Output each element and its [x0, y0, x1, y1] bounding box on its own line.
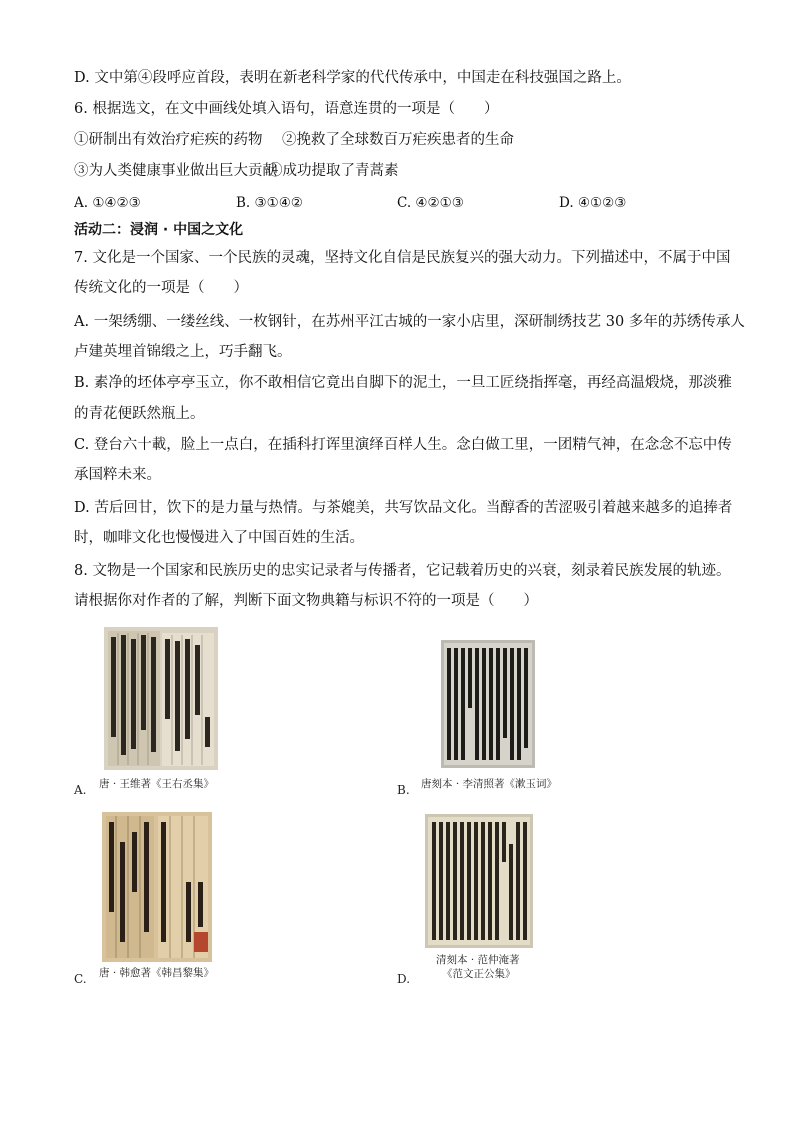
q6-item-3: ③为人类健康事业做出巨大贡献 [74, 163, 277, 179]
q7-option-b-line-2: 的青花便跃然瓶上。 [74, 406, 205, 422]
q7-option-d-line-1: D. 苦后回甘，饮下的是力量与热情。与茶媲美，共写饮品文化。当醇香的苦涩吸引着越来越多的追捧者 [74, 500, 733, 516]
figure-d-caption-line-1: 清刻本 · 范仲淹著 [436, 954, 520, 966]
q6-option-d: D. ④①②③ [559, 195, 627, 211]
activity-2-title: 活动二：浸润 · 中国之文化 [74, 222, 244, 238]
figure-a-book-photo [104, 627, 218, 770]
figure-c-caption: 唐 · 韩愈著《韩昌黎集》 [99, 967, 215, 979]
q7-option-b-line-1: B. 素净的坯体亭亭玉立，你不敢相信它竟出自脚下的泥土，一旦工匠绕指挥毫，再经高温煅烧，那淡雅 [74, 375, 732, 391]
q5-option-d: D. 文中第④段呼应首段，表明在新老科学家的代代传承中，中国走在科技强国之路上。 [74, 70, 631, 86]
q8-stem-line-1: 8. 文物是一个国家和民族历史的忠实记录者与传播者，它记载着历史的兴衰，刻录着民族发展的轨迹。 [74, 563, 731, 579]
q7-option-d-line-2: 时，咖啡文化也慢慢进入了中国百姓的生活。 [74, 530, 364, 546]
figure-c-letter: C. [74, 972, 87, 986]
ancient-book-photo-icon [102, 812, 212, 962]
q8-stem-line-2: 请根据你对作者的了解，判断下面文物典籍与标识不符的一项是（ ） [74, 593, 538, 609]
figure-d-book-photo [425, 814, 533, 948]
figure-b-book-photo [441, 640, 535, 768]
figure-d-caption-line-2: 《范文正公集》 [442, 968, 516, 980]
q7-option-c-line-1: C. 登台六十載，脸上一点白，在插科打诨里演绎百样人生。念白做工里，一团精气神，在念念不忘中传 [74, 437, 732, 453]
ancient-book-photo-icon [441, 640, 535, 768]
q6-stem: 6. 根据选文，在文中画线处填入语句，语意连贯的一项是（ ） [74, 101, 499, 117]
q6-item-1: ①研制出有效治疗疟疾的药物 [74, 132, 263, 148]
figure-a-caption: 唐 · 王维著《王右丞集》 [99, 778, 215, 790]
q7-stem-line-1: 7. 文化是一个国家、一个民族的灵魂，坚持文化自信是民族复兴的强大动力。下列描述中，不属于中国 [74, 250, 731, 266]
q6-option-a: A. ①④②③ [74, 195, 141, 211]
q7-option-c-line-2: 承国粹未来。 [74, 467, 161, 483]
q6-item-4: ④成功提取了青蒿素 [268, 163, 399, 179]
q7-option-a-line-2: 卢建英埋首锦缎之上，巧手翻飞。 [74, 344, 292, 360]
ancient-book-photo-icon [104, 627, 218, 770]
figure-b-letter: B. [397, 783, 410, 797]
q7-stem-line-2: 传统文化的一项是（ ） [74, 280, 248, 296]
figure-c-book-photo [102, 812, 212, 962]
figure-d-letter: D. [397, 972, 411, 986]
q6-option-c: C. ④②①③ [397, 195, 464, 211]
figure-a-letter: A. [74, 783, 87, 797]
q6-option-b: B. ③①④② [236, 195, 303, 211]
figure-b-caption: 唐刻本 · 李清照著《漱玉词》 [421, 778, 558, 790]
ancient-book-photo-icon [425, 814, 533, 948]
q7-option-a-line-1: A. 一架绣绷、一缕丝线、一枚钢针，在苏州平江古城的一家小店里，深研制绣技艺 30 多年的苏绣传承人 [74, 314, 745, 330]
q6-item-2: ②挽救了全球数百万疟疾患者的生命 [282, 132, 514, 148]
